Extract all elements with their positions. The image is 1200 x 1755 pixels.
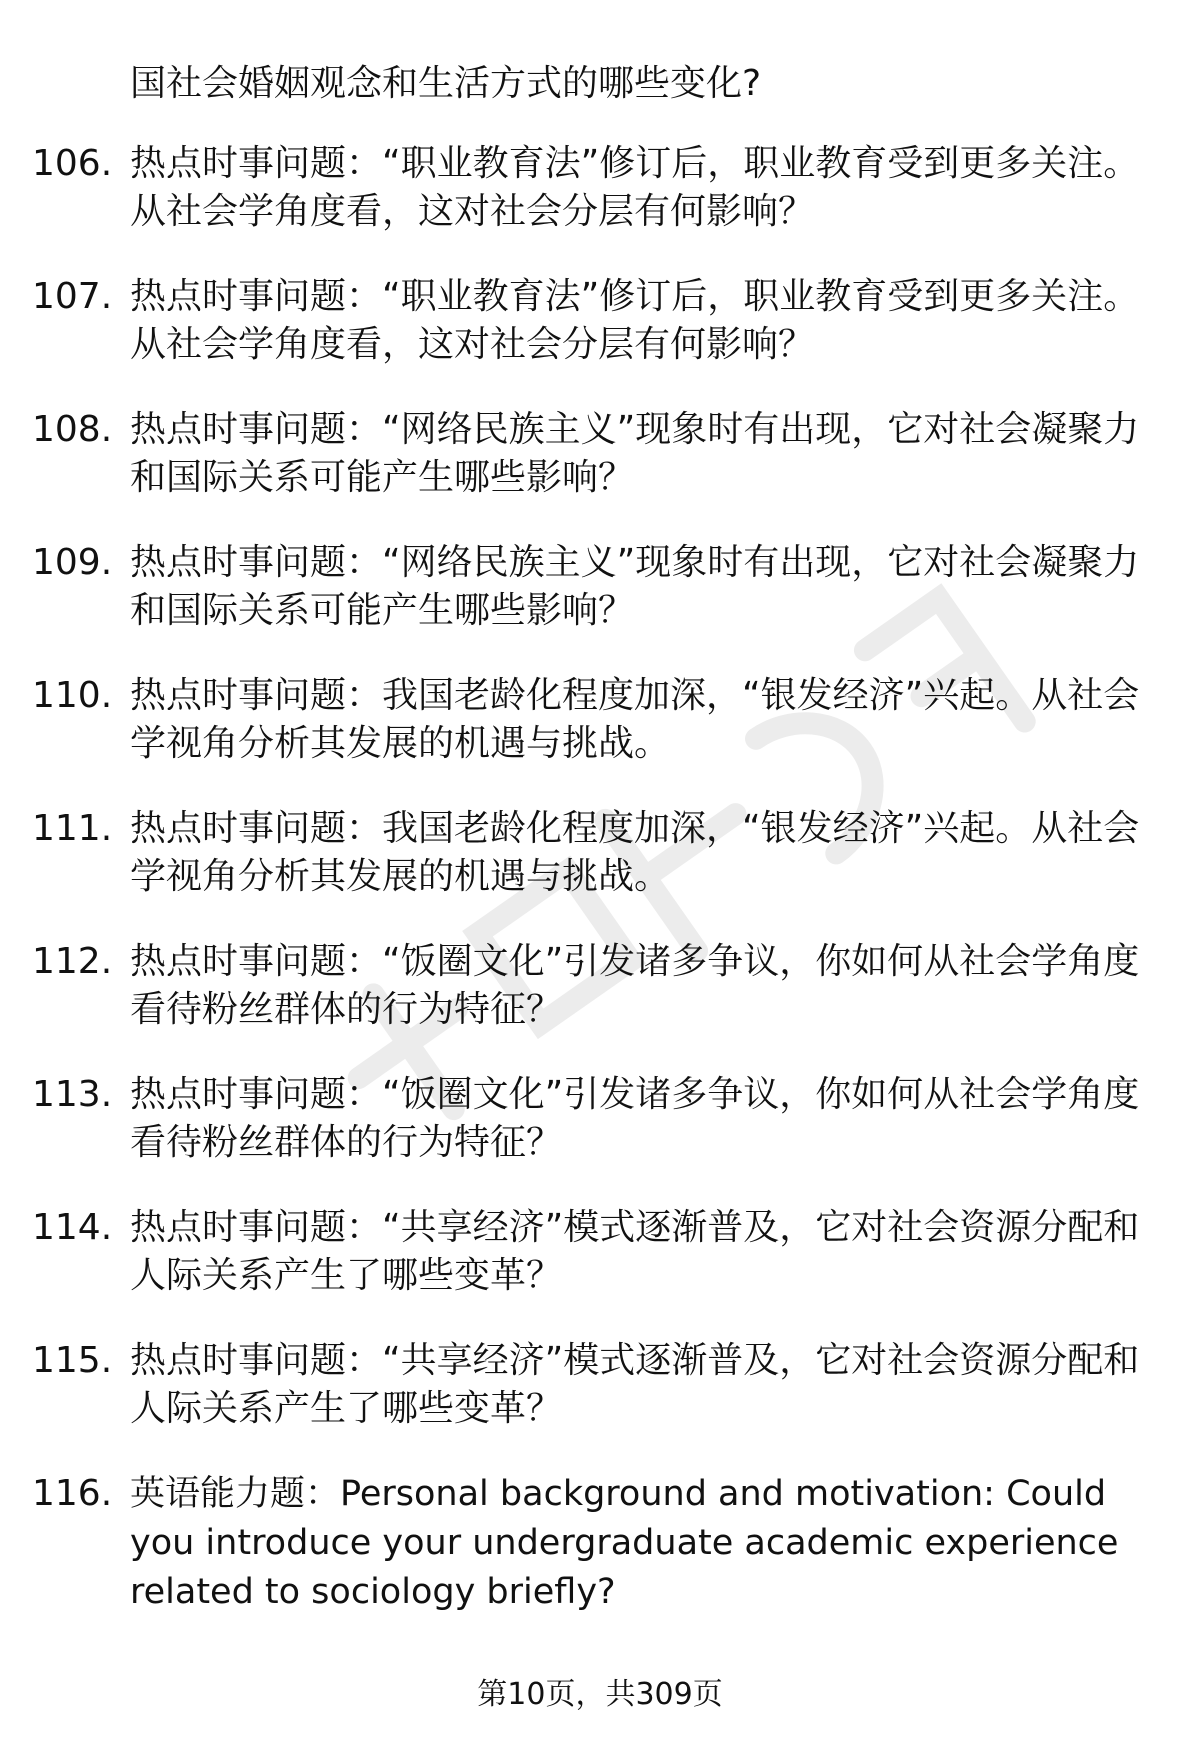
- question-number: 116.: [32, 1473, 113, 1514]
- question-item: [0, 140, 1200, 273]
- question-number: 112.: [32, 941, 113, 982]
- question-number: 106.: [32, 143, 113, 184]
- question-item: [0, 1470, 1200, 1640]
- question-item: [0, 1071, 1200, 1204]
- question-item: [0, 539, 1200, 672]
- question-number: 110.: [32, 675, 113, 716]
- question-item: [0, 805, 1200, 938]
- question-number: 108.: [32, 409, 113, 450]
- question-number: 109.: [32, 542, 113, 583]
- question-text: 英语能力题：Personal background and motivation: Could you introduce your undergraduate academic experience related to sociology briefly?: [130, 1474, 1119, 1612]
- question-text: 热点时事问题：“网络民族主义”现象时有出现，它对社会凝聚力和国际关系可能产生哪些影响？: [130, 542, 1140, 631]
- question-text: 热点时事问题：“职业教育法”修订后，职业教育受到更多关注。从社会学角度看，这对社会分层有何影响？: [130, 276, 1140, 365]
- page-footer: 第10页，共309页: [477, 1677, 723, 1712]
- question-text: 热点时事问题：“饭圈文化”引发诸多争议，你如何从社会学角度看待粉丝群体的行为特征？: [130, 1074, 1140, 1163]
- question-number: 111.: [32, 808, 113, 849]
- question-number: 114.: [32, 1207, 113, 1248]
- question-item: [0, 406, 1200, 539]
- question-item: [0, 1337, 1200, 1470]
- question-list: [0, 140, 1200, 1640]
- question-text: 热点时事问题：“共享经济”模式逐渐普及，它对社会资源分配和人际关系产生了哪些变革？: [130, 1207, 1140, 1296]
- question-text: 热点时事问题：我国老龄化程度加深，“银发经济”兴起。从社会学视角分析其发展的机遇与挑战。: [130, 808, 1140, 897]
- question-item: [0, 273, 1200, 406]
- question-text: 热点时事问题：我国老龄化程度加深，“银发经济”兴起。从社会学视角分析其发展的机遇与挑战。: [130, 675, 1140, 764]
- question-text: 热点时事问题：“网络民族主义”现象时有出现，它对社会凝聚力和国际关系可能产生哪些影响？: [130, 409, 1140, 498]
- question-number: 113.: [32, 1074, 113, 1115]
- question-item: [0, 672, 1200, 805]
- question-number: 115.: [32, 1340, 113, 1381]
- question-text: 热点时事问题：“共享经济”模式逐渐普及，它对社会资源分配和人际关系产生了哪些变革？: [130, 1340, 1140, 1429]
- question-item: [0, 938, 1200, 1071]
- question-text: 热点时事问题：“职业教育法”修订后，职业教育受到更多关注。从社会学角度看，这对社会分层有何影响？: [130, 143, 1140, 232]
- question-number: 107.: [32, 276, 113, 317]
- question-item: [0, 1204, 1200, 1337]
- question-text: 热点时事问题：“饭圈文化”引发诸多争议，你如何从社会学角度看待粉丝群体的行为特征？: [130, 941, 1140, 1030]
- continued-question-text: 国社会婚姻观念和生活方式的哪些变化?: [130, 63, 762, 104]
